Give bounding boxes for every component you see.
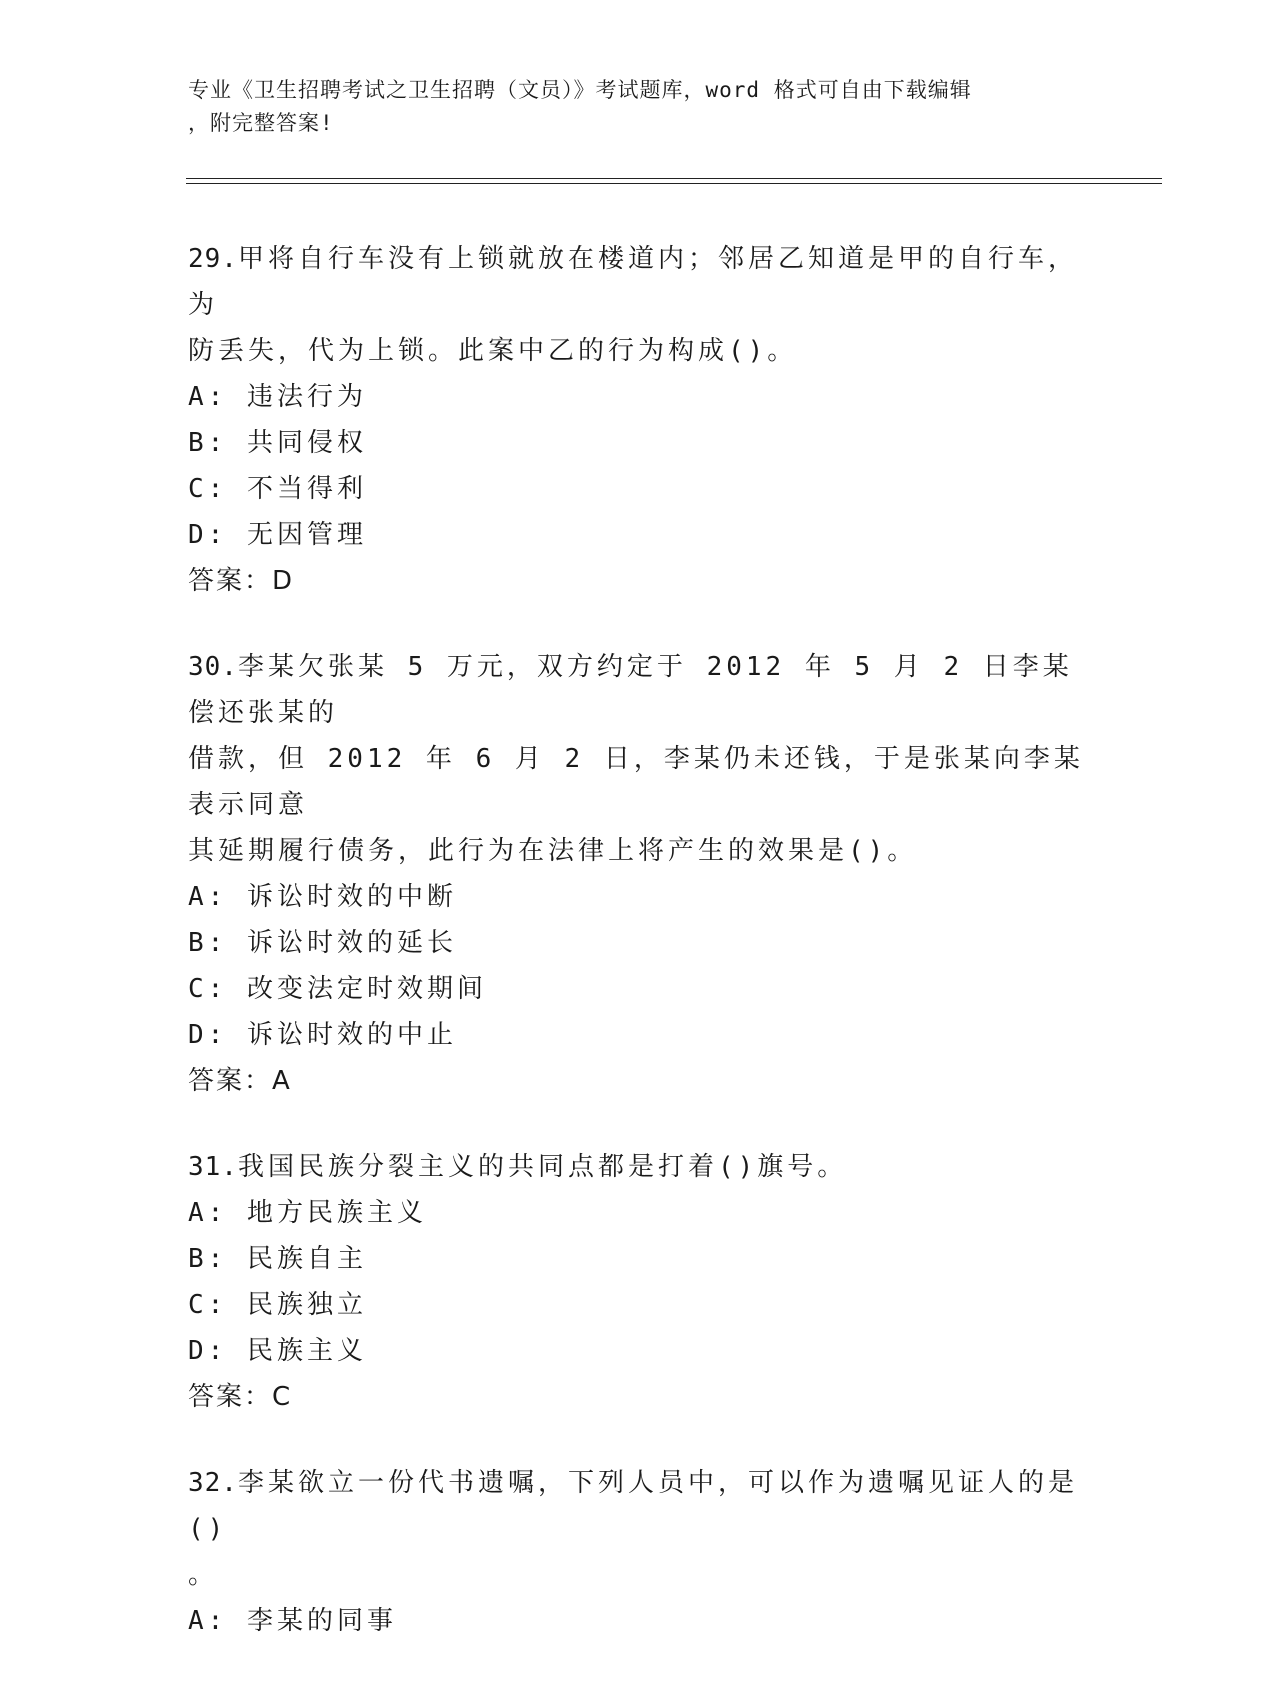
header-rule-bottom [186, 183, 1162, 184]
question-number: 29. [188, 244, 238, 274]
option-a: A: 违法行为 [188, 382, 367, 412]
question-32 [188, 1460, 1088, 1644]
question-text-line: 。 [188, 1560, 219, 1590]
option-a: A: 李某的同事 [188, 1606, 397, 1636]
question-30 [188, 644, 1088, 1104]
question-number: 30. [188, 652, 238, 682]
option-d: D: 无因管理 [188, 520, 367, 550]
option-a: A: 地方民族主义 [188, 1198, 427, 1228]
question-text-line: 借款，但 2012 年 6 月 2 日，李某仍未还钱，于是张某向李某表示同意 [188, 744, 1084, 820]
header-rule-top [186, 178, 1162, 179]
question-text-line: 防丢失，代为上锁。此案中乙的行为构成()。 [188, 336, 798, 366]
question-text-line: 30.李某欠张某 5 万元，双方约定于 2012 年 5 月 2 日李某偿还张某的 [188, 652, 1073, 728]
option-b: B: 诉讼时效的延长 [188, 928, 457, 958]
option-c: C: 民族独立 [188, 1290, 367, 1320]
header-line-1: 专业《卫生招聘考试之卫生招聘（文员）》考试题库，word 格式可自由下载编辑 [188, 78, 972, 102]
option-b: B: 民族自主 [188, 1244, 367, 1274]
answer: 答案：D [188, 566, 295, 596]
option-d: D: 民族主义 [188, 1336, 367, 1366]
option-d: D: 诉讼时效的中止 [188, 1020, 457, 1050]
question-number: 31. [188, 1152, 238, 1182]
question-list [188, 236, 1088, 1684]
question-31 [188, 1144, 1088, 1420]
question-number: 32. [188, 1468, 238, 1498]
question-text-line: 31.我国民族分裂主义的共同点都是打着()旗号。 [188, 1152, 848, 1182]
option-a: A: 诉讼时效的中断 [188, 882, 457, 912]
question-text-line: 其延期履行债务，此行为在法律上将产生的效果是()。 [188, 836, 918, 866]
document-header [188, 74, 1068, 140]
question-29 [188, 236, 1088, 604]
answer: 答案：C [188, 1382, 293, 1412]
answer: 答案：A [188, 1066, 292, 1096]
option-b: B: 共同侵权 [188, 428, 367, 458]
header-line-2: ，附完整答案! [188, 111, 334, 135]
option-c: C: 改变法定时效期间 [188, 974, 487, 1004]
option-c: C: 不当得利 [188, 474, 367, 504]
question-text-line: 32.李某欲立一份代书遗嘱，下列人员中，可以作为遗嘱见证人的是() [188, 1468, 1078, 1544]
question-text-line: 29.甲将自行车没有上锁就放在楼道内；邻居乙知道是甲的自行车，为 [188, 244, 1078, 320]
